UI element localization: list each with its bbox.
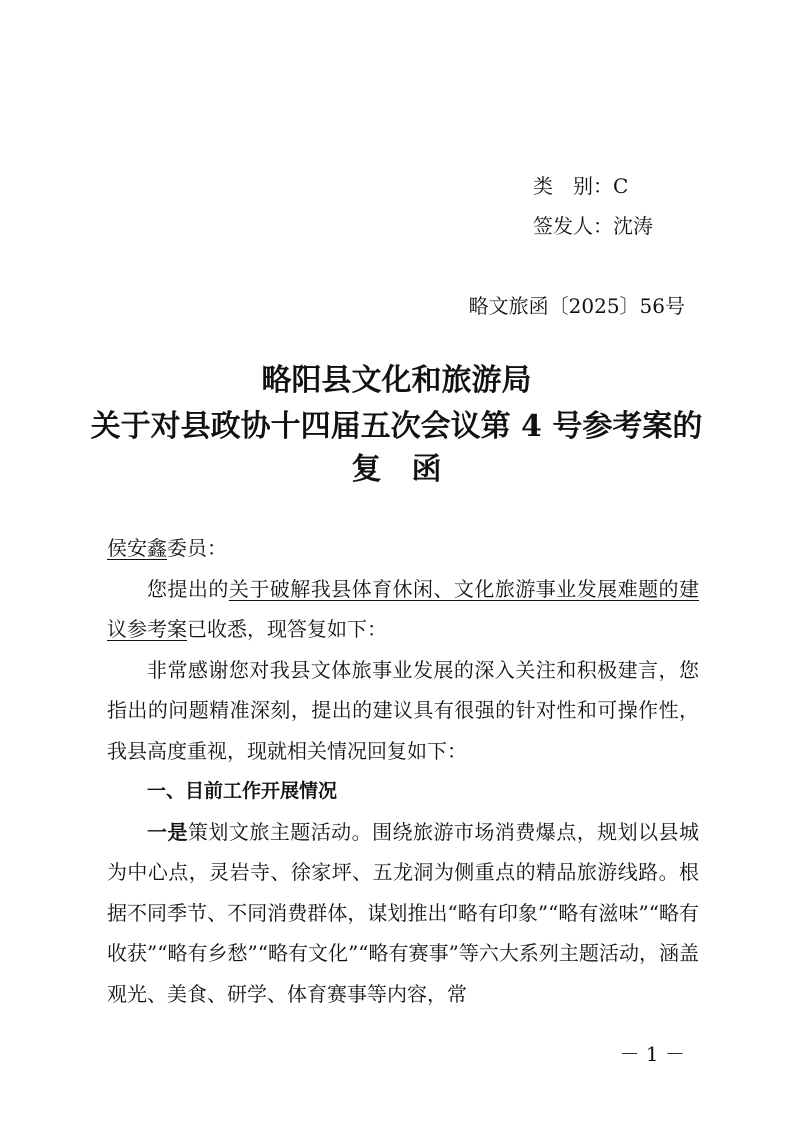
paragraph-acknowledgement	[107, 569, 699, 650]
salutation-suffix: 委员：	[167, 536, 227, 560]
paragraph-prefix: 您提出的	[147, 576, 229, 601]
item-text: 策划文旅主题活动。围绕旅游市场消费爆点，规划以县城为中心点，灵岩寺、徐家坪、五龙洞为侧重点的精品旅游线路。根据不同季节、不同消费群体，谋划推出“略有印象”“略有滋味”“略有收获”“略有乡愁”“略有文化”“略有赛事”等六大系列主题活动，涵盖观光、美食、研学、体育赛事等内容，常	[107, 819, 700, 1006]
addressee-name: 侯安鑫	[107, 536, 167, 560]
meta-category: 类 别：C	[533, 174, 629, 198]
item-lead: 一是	[147, 819, 188, 844]
paragraph-thanks: 非常感谢您对我县文体旅事业发展的深入关注和积极建言，您指出的问题精准深刻，提出的建议具有很强的针对性和可操作性，我县高度重视，现就相关情况回复如下：	[107, 657, 699, 763]
proposal-title: 关于破解我县体育休闲、文化旅游事业发展难题的建议参考案	[107, 576, 700, 641]
title-line-2: 关于对县政协十四届五次会议第 4 号参考案的	[90, 409, 703, 444]
paragraph-suffix: 已收悉，现答复如下：	[187, 617, 387, 641]
document-number: 略文旅函〔2025〕56号	[468, 294, 685, 318]
title-line-1: 略阳县文化和旅游局	[261, 363, 532, 398]
document-body	[107, 528, 699, 1014]
paragraph-item-1	[107, 812, 699, 1015]
meta-signer: 签发人：沈涛	[533, 214, 653, 238]
section-heading: 一、目前工作开展情况	[147, 780, 338, 802]
salutation	[107, 528, 699, 569]
page-number: － 1 －	[619, 1042, 685, 1066]
title-line-3: 复函	[351, 452, 472, 487]
